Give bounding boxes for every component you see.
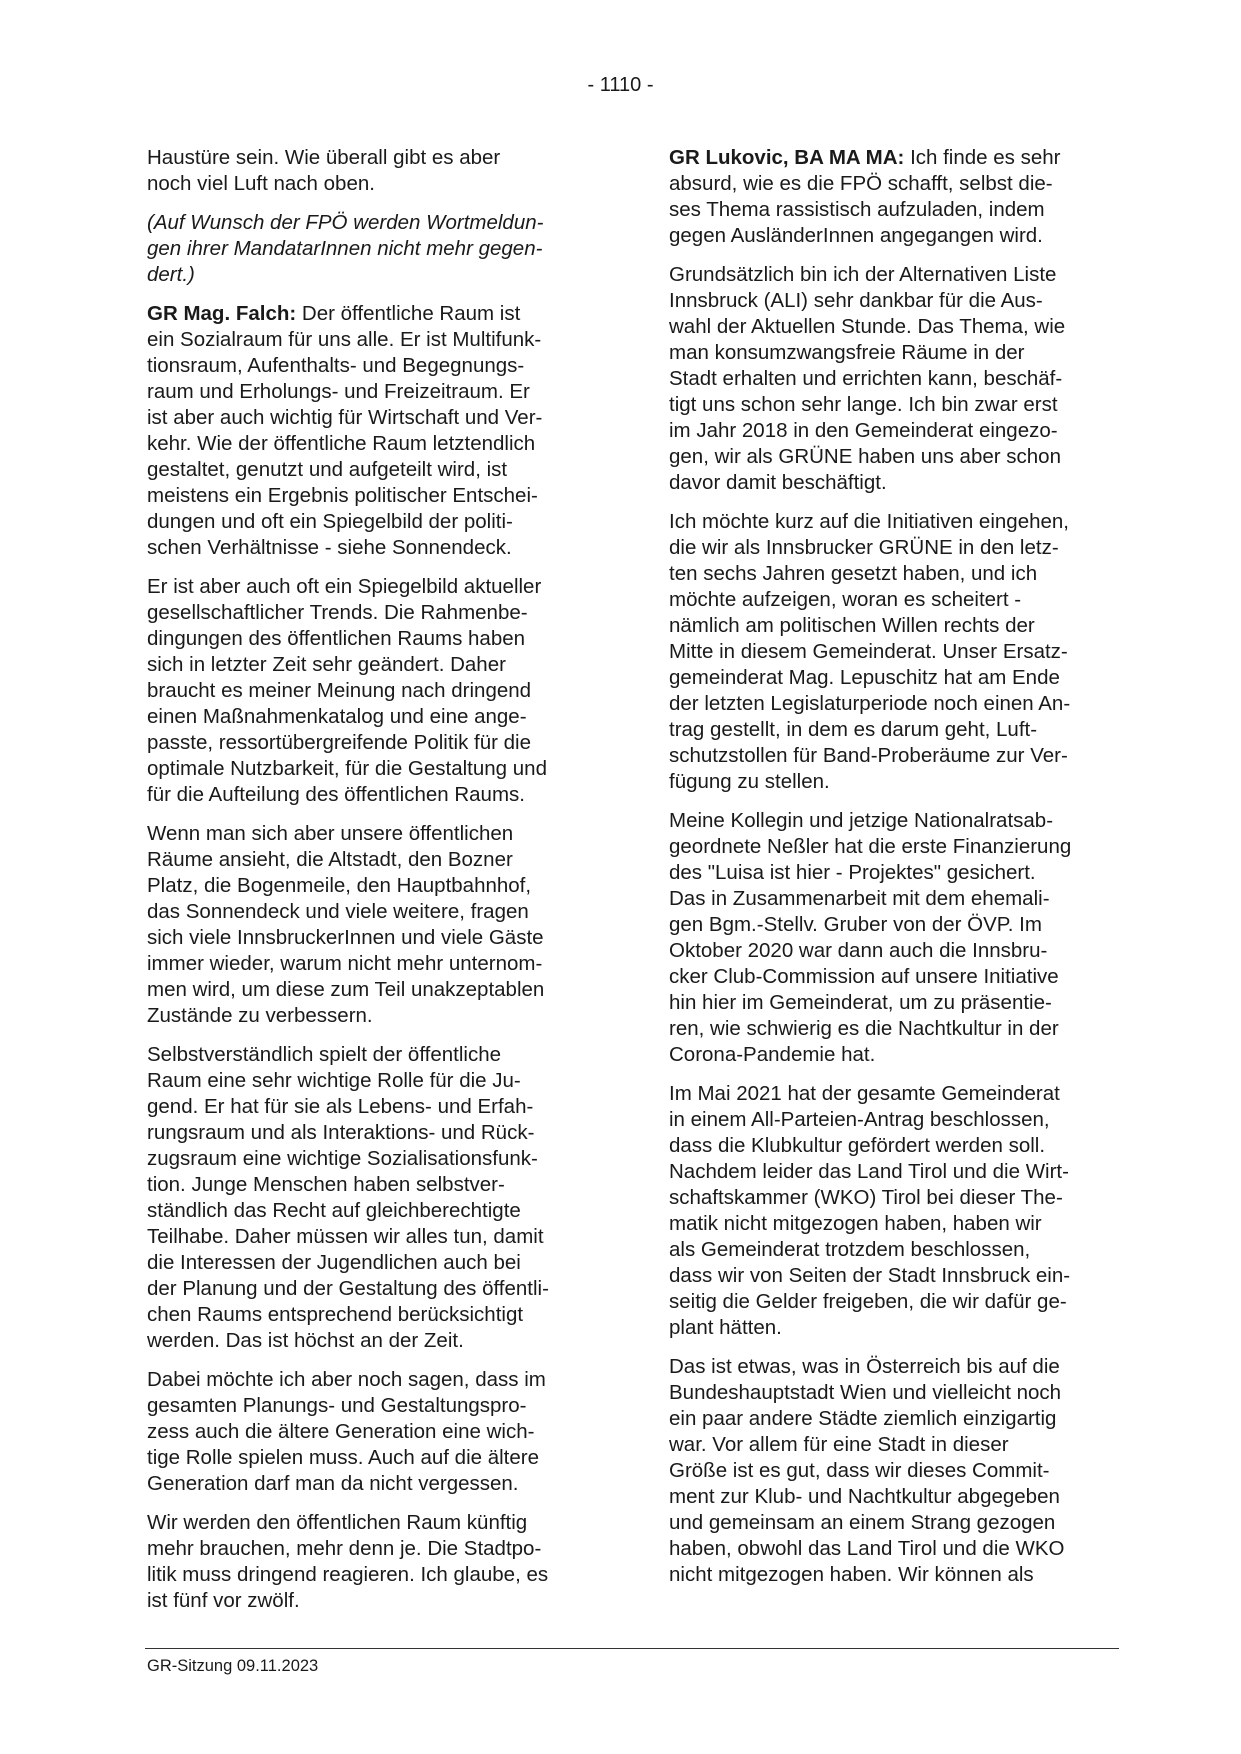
paragraph: Haustüre sein. Wie überall gibt es aber noch viel Luft nach oben. bbox=[147, 146, 501, 195]
paragraph: Wenn man sich aber unsere öffentlichen Räume ansieht, die Altstadt, den Bozner Platz, die Bogenmeile, den Hauptbahnhof, das Sonnendeck und viele weitere, fragen sich viele InnsbruckerInnen und viele Gäste immer wieder, warum nicht mehr unternom- men wird, um diese zum Teil unakzeptablen Zustände zu verbessern. bbox=[147, 822, 545, 1027]
paragraph: Das ist etwas, was in Österreich bis auf die Bundeshauptstadt Wien und vielleicht noch ein paar andere Städte ziemlich einzigartig war. Vor allem für eine Stadt in dieser Größe ist es gut, dass wir dieses Commit- ment zur Klub- und Nachtkultur abgegeben und gemeinsam an einem Strang gezogen haben, obwohl das Land Tirol und die WKO nicht mitgezogen haben. Wir können als bbox=[669, 1355, 1065, 1586]
paragraph: Selbstverständlich spielt der öffentliche Raum eine sehr wichtige Rolle für die Ju- gend. Er hat für sie als Lebens- und Erfah- rungsraum und als Interaktions- und Rück- zugsraum eine wichtige Sozialisationsfunk- tion. Junge Menschen haben selbstver- ständlich das Recht auf gleichberechtigte Teilhabe. Daher müssen wir alles tun, damit die Interessen der Jugendlichen auch bei der Planung und der Gestaltung des öffentli- chen Raums entsprechend berücksichtigt werden. Das ist höchst an der Zeit. bbox=[147, 1043, 549, 1352]
speech-paragraph bbox=[147, 301, 597, 561]
editorial-note: (Auf Wunsch der FPÖ werden Wortmeldun- gen ihrer MandatarInnen nicht mehr gegen- dert.) bbox=[147, 211, 544, 286]
left-column bbox=[147, 145, 597, 1627]
speaker-name: GR Lukovic, BA MA MA: bbox=[669, 146, 905, 169]
paragraph: Meine Kollegin und jetzige Nationalratsab- geordnete Neßler hat die erste Finanzierung des "Luisa ist hier - Projektes" gesichert. Das in Zusammenarbeit mit dem ehemali- gen Bgm.-Stellv. Gruber von der ÖVP. Im Oktober 2020 war dann auch die Innsbru- cker Club-Commission auf unsere Initiative hin hier im Gemeinderat, um zu präsentie- ren, wie schwierig es die Nachtkultur in der Corona-Pandemie hat. bbox=[669, 809, 1072, 1066]
paragraph: Ich möchte kurz auf die Initiativen eingehen, die wir als Innsbrucker GRÜNE in den letz- ten sechs Jahren gesetzt haben, und ich möchte aufzeigen, woran es scheitert - nämlich am politischen Willen rechts der Mitte in diesem Gemeinderat. Unser Ersatz- gemeinderat Mag. Lepuschitz hat am Ende der letzten Legislaturperiode noch einen An- trag gestellt, in dem es darum geht, Luft- schutzstollen für Band-Proberäume zur Ver- fügung zu stellen. bbox=[669, 510, 1071, 793]
right-column bbox=[669, 145, 1119, 1601]
speaker-name: GR Mag. Falch: bbox=[147, 302, 297, 325]
speech-text: Ich finde es sehr absurd, wie es die FPÖ schafft, selbst die- ses Thema rassistisch aufzuladen, indem gegen AusländerInnen angegangen wird. bbox=[669, 146, 1061, 247]
paragraph: Wir werden den öffentlichen Raum künftig mehr brauchen, mehr denn je. Die Stadtpo- litik muss dringend reagieren. Ich glaube, es ist fünf vor zwölf. bbox=[147, 1511, 549, 1612]
speech-text: Der öffentliche Raum ist ein Sozialraum für uns alle. Er ist Multifunk- tionsraum, Aufenthalts- und Begegnungs- raum und Erholungs- und Freizeitraum. Er ist aber auch wichtig für Wirtschaft und Ver- kehr. Wie der öffentliche Raum letztendlich gestaltet, genutzt und aufgeteilt wird, ist meistens ein Ergebnis politischer Entschei- dungen und oft ein Spiegelbild der politi- schen Verhältnisse - siehe Sonnendeck. bbox=[147, 302, 543, 559]
page-number: - 1110 - bbox=[587, 74, 654, 96]
footer-divider bbox=[145, 1648, 1119, 1649]
paragraph: Er ist aber auch oft ein Spiegelbild aktueller gesellschaftlicher Trends. Die Rahmenbe- dingungen des öffentlichen Raums haben sich in letzter Zeit sehr geändert. Daher braucht es meiner Meinung nach dringend einen Maßnahmenkatalog und eine ange- passte, ressortübergreifende Politik für die optimale Nutzbarkeit, für die Gestaltung und für die Aufteilung des öffentlichen Raums. bbox=[147, 575, 547, 806]
footer-session-date: GR-Sitzung 09.11.2023 bbox=[147, 1657, 319, 1675]
speech-paragraph bbox=[669, 145, 1119, 249]
paragraph: Grundsätzlich bin ich der Alternativen Liste Innsbruck (ALI) sehr dankbar für die Aus- wahl der Aktuellen Stunde. Das Thema, wie man konsumzwangsfreie Räume in der Stadt erhalten und errichten kann, beschäf- tigt uns schon sehr lange. Ich bin zwar erst im Jahr 2018 in den Gemeinderat eingezo- gen, wir als GRÜNE haben uns aber schon davor damit beschäftigt. bbox=[669, 263, 1066, 494]
paragraph: Dabei möchte ich aber noch sagen, dass im gesamten Planungs- und Gestaltungspro- zess auch die ältere Generation eine wich- tige Rolle spielen muss. Auch auf die ältere Generation darf man da nicht vergessen. bbox=[147, 1368, 546, 1495]
paragraph: Im Mai 2021 hat der gesamte Gemeinderat in einem All-Parteien-Antrag beschlossen, dass die Klubkultur gefördert werden soll. Nachdem leider das Land Tirol und die Wirt- schaftskammer (WKO) Tirol bei dieser The- matik nicht mitgezogen haben, haben wir als Gemeinderat trotzdem beschlossen, dass wir von Seiten der Stadt Innsbruck ein- seitig die Gelder freigeben, die wir dafür ge- plant hätten. bbox=[669, 1082, 1071, 1339]
